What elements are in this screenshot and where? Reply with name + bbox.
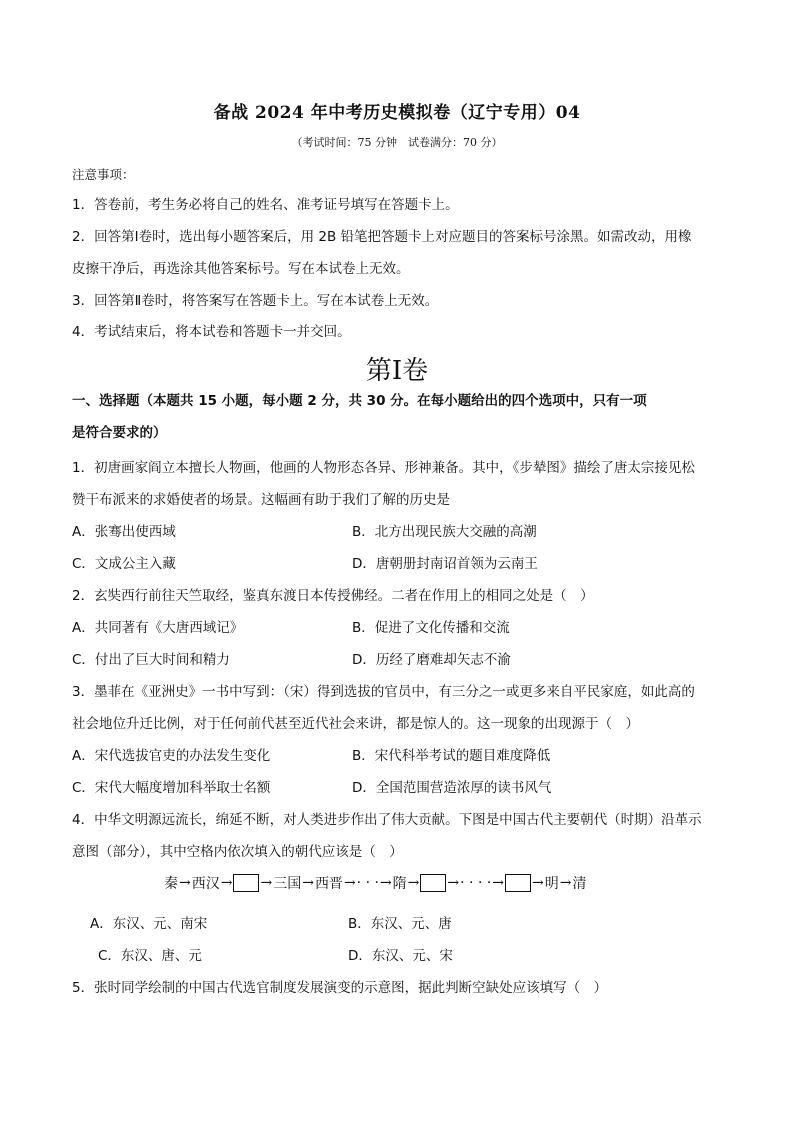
q1-option-d[interactable]: D．唐朝册封南诏首领为云南王 [352, 556, 538, 572]
q2-option-d[interactable]: D．历经了磨难却矢志不渝 [352, 652, 511, 668]
q4-option-a[interactable]: A．东汉、元、南宋 [90, 916, 208, 932]
note-item-1: 1．答卷前，考生务必将自己的姓名、准考证号填写在答题卡上。 [72, 197, 459, 213]
arrow-icon: → [492, 875, 505, 891]
arrow-icon: → [220, 875, 233, 891]
q2-option-c[interactable]: C．付出了巨大时间和精力 [72, 652, 230, 668]
part1-heading-cont: 是符合要求的） [72, 425, 167, 441]
q2-option-b[interactable]: B．促进了文化传播和交流 [352, 620, 510, 636]
section-title: 第Ⅰ卷 [365, 356, 429, 386]
q3-stem-cont: 社会地位升迁比例，对于任何前代甚至近代社会来讲，都是惊人的。这一现象的出现源于（ ） [72, 716, 639, 732]
flow-three-kingdoms: 三国 [273, 876, 302, 892]
flow-ming: 明 [544, 876, 559, 892]
flow-sui: 隋 [392, 876, 407, 892]
q1-stem: 1．初唐画家阎立本擅长人物画，他画的人物形态各异、形神兼备。其中，《步辇图》描绘了唐太宗接见松 [72, 460, 695, 476]
arrow-icon: → [302, 875, 314, 891]
q3-option-b[interactable]: B．宋代科举考试的题目难度降低 [352, 748, 551, 764]
flow-western-han: 西汉 [191, 876, 220, 892]
q2-option-a[interactable]: A．共同著有《大唐西域记》 [72, 620, 244, 636]
q4-stem: 4．中华文明源远流长，绵延不断，对人类进步作出了伟大贡献。下图是中国古代主要朝代（时期）沿革示 [72, 812, 702, 828]
part1-heading: 一、选择题（本题共 15 小题，每小题 2 分，共 30 分。在每小题给出的四个选项中，只有一项 [72, 393, 647, 409]
note-item-3: 3．回答第Ⅱ卷时，将答案写在答题卡上。写在本试卷上无效。 [72, 293, 439, 309]
arrow-icon: → [179, 875, 191, 891]
arrow-icon: → [559, 875, 572, 891]
q3-stem: 3．墨菲在《亚洲史》一书中写到：（宋）得到选拔的官员中，有三分之一或更多来自平民家庭，如此高的 [72, 684, 695, 700]
q1-option-c[interactable]: C．文成公主入藏 [72, 556, 176, 572]
flow-western-jin: 西晋 [314, 876, 343, 892]
q1-stem-cont: 赞干布派来的求婚使者的场景。这幅画有助于我们了解的历史是 [72, 492, 450, 508]
flow-blank-box-2 [420, 874, 446, 892]
page-title: 备战 2024 年中考历史模拟卷（辽宁专用）04 [213, 103, 581, 123]
q4-stem-cont: 意图（部分），其中空格内依次填入的朝代应该是（ ） [72, 844, 403, 860]
q1-option-a[interactable]: A．张骞出使西域 [72, 524, 176, 540]
q4-option-b[interactable]: B．东汉、元、唐 [348, 916, 452, 932]
q3-option-a[interactable]: A．宋代选拔官吏的办法发生变化 [72, 748, 271, 764]
arrow-icon: → [532, 875, 544, 891]
flow-qin: 秦 [164, 876, 178, 892]
q2-stem: 2．玄奘西行前往天竺取经，鉴真东渡日本传授佛经。二者在作用上的相同之处是（ ） [72, 588, 594, 604]
arrow-icon: → [447, 875, 460, 891]
q4-option-d[interactable]: D．东汉、元、宋 [348, 948, 453, 964]
q4-option-c[interactable]: C．东汉、唐、元 [98, 948, 202, 964]
arrow-icon: → [260, 875, 273, 891]
q3-option-d[interactable]: D．全国范围营造浓厚的读书风气 [352, 780, 552, 796]
flow-ellipsis-1: · · · [356, 875, 379, 891]
flow-blank-box-1 [233, 874, 259, 892]
q3-option-c[interactable]: C．宋代大幅度增加科举取士名额 [72, 780, 271, 796]
arrow-icon: → [343, 875, 356, 891]
arrow-icon: → [379, 875, 392, 891]
note-item-2: 2．回答第Ⅰ卷时，选出每小题答案后，用 2B 铅笔把答题卡上对应题目的答案标号涂黑。如需改动，用橡 [72, 229, 692, 245]
note-item-4: 4．考试结束后，将本试卷和答题卡一并交回。 [72, 324, 351, 340]
flow-ellipsis-2: · · · · [460, 875, 492, 891]
exam-info: （考试时间：75 分钟 试卷满分：70 分） [291, 136, 503, 149]
arrow-icon: → [407, 875, 420, 891]
flow-blank-box-3 [505, 874, 531, 892]
q5-stem: 5．张时同学绘制的中国古代选官制度发展演变的示意图，据此判断空缺处应该填写（ ） [72, 980, 608, 996]
q1-option-b[interactable]: B．北方出现民族大交融的高潮 [352, 524, 537, 540]
flow-qing: 清 [572, 876, 587, 892]
note-item-2-cont: 皮擦干净后，再选涂其他答案标号。写在本试卷上无效。 [72, 261, 410, 277]
dynasty-flow-diagram [164, 872, 587, 894]
notes-heading: 注意事项： [72, 167, 135, 182]
